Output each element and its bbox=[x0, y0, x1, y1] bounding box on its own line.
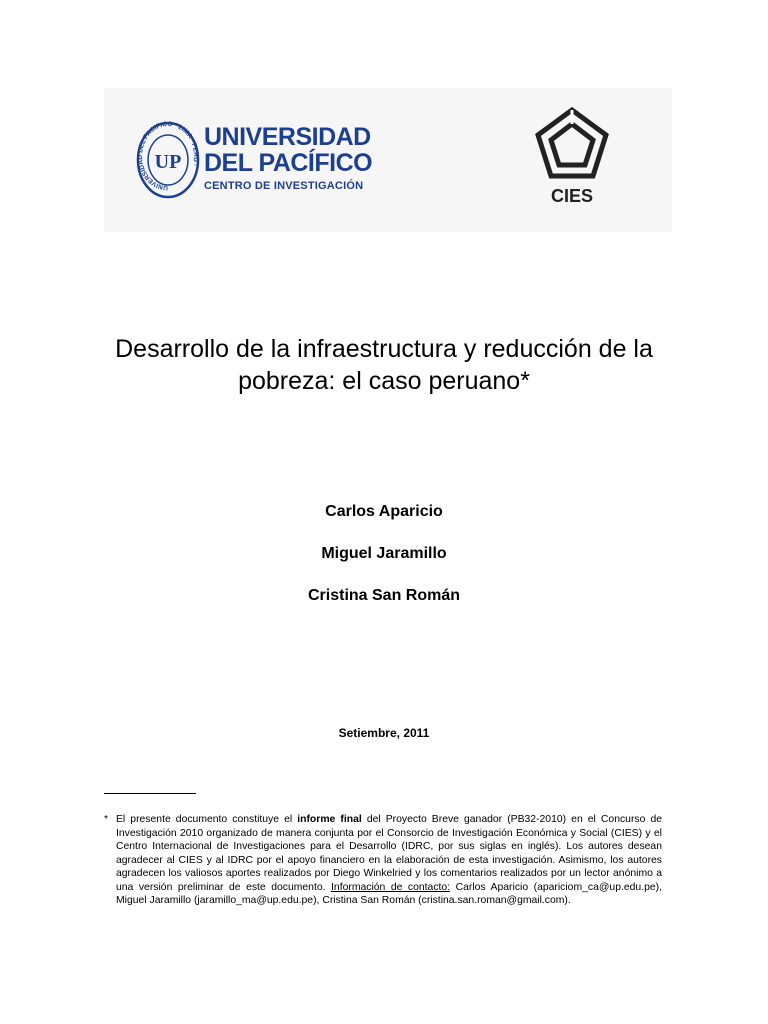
author-name: Carlos Aparicio bbox=[325, 503, 443, 520]
cies-pentagon-icon bbox=[532, 104, 612, 184]
universidad-del-pacifico-logo bbox=[136, 120, 376, 200]
footnote-text-part2: del Proyecto Breve ganador (PB32-2010) en el Concurso de Investigación 2010 organizado de manera conjunta por el Consorcio de Investigación Económica y Social (CIES) y el Centro Internacional de Investigaciones para el Desarrollo (IDRC, por sus siglas en inglés). Los autores desean agradecer al CIES y al IDRC por el apoyo financiero en la elaboración de esta investigación. Asimismo, los autores agradecen los valiosos aportes realizados por Diego Winkelried y los comentarios realizados por un lector anónimo a una versión preliminar de este documento. bbox=[116, 814, 662, 893]
footnote-bold-phrase: informe final bbox=[297, 814, 362, 825]
publication-date: Setiembre, 2011 bbox=[338, 726, 430, 740]
university-name-line2: DEL PACÍFICO bbox=[204, 149, 373, 177]
footnote-contact-label: Información de contacto: bbox=[331, 881, 451, 893]
footnote-contact-details: Carlos Aparicio (apariciom_ca@up.edu.pe), Miguel Jaramillo (jaramillo_ma@up.edu.pe), Cristina San Román (cristina.san.roman@gmail.com). bbox=[116, 881, 662, 906]
author-name: Cristina San Román bbox=[307, 587, 461, 604]
university-name-line1: UNIVERSIDAD bbox=[204, 123, 371, 151]
footnote-marker: * bbox=[104, 814, 109, 825]
footnote-separator bbox=[104, 793, 196, 794]
seal-ring-text: UNIVERSIDAD DEL PACIFICO · LIMA - PERU · bbox=[136, 120, 200, 192]
footnote-text-part1: El presente documento constituye el bbox=[116, 814, 298, 825]
author-name: Miguel Jaramillo bbox=[321, 545, 447, 562]
document-title: Desarrollo de la infraestructura y reducción de la pobreza: el caso peruano* bbox=[115, 335, 653, 395]
university-seal-icon bbox=[136, 120, 200, 200]
cies-label: CIES bbox=[550, 186, 593, 206]
university-center-name: CENTRO DE INVESTIGACIÓN bbox=[204, 180, 364, 192]
footnote bbox=[104, 813, 662, 908]
seal-monogram: UP bbox=[154, 151, 182, 173]
university-wordmark bbox=[204, 124, 372, 194]
footnote-text bbox=[116, 813, 662, 908]
cies-logo bbox=[528, 104, 616, 212]
authors-list bbox=[184, 500, 584, 626]
